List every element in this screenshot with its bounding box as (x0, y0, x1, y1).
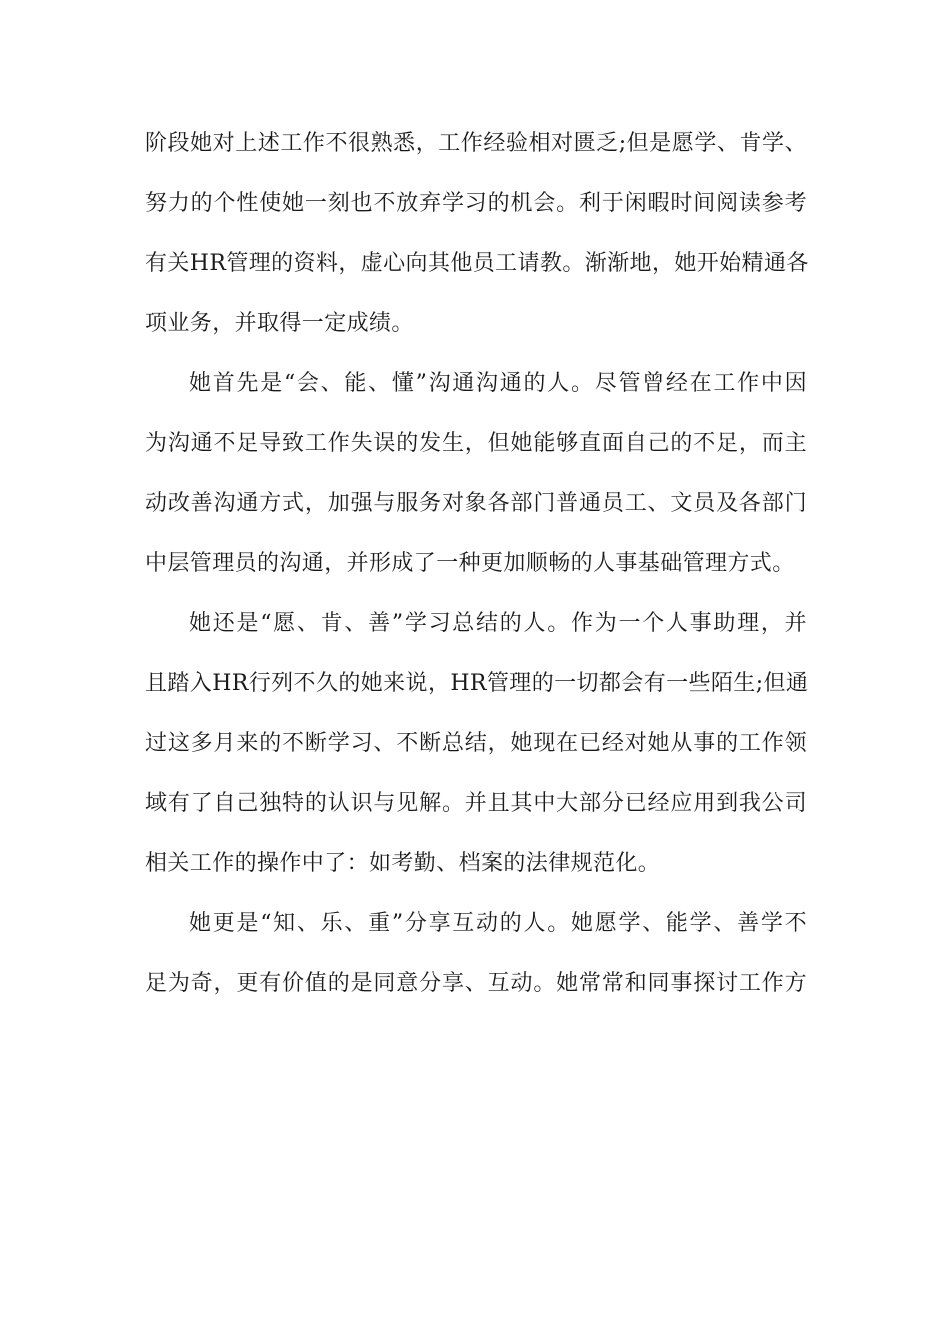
text-line: 足为奇，更有价值的是同意分享、互动。她常常和同事探讨工作方 (145, 971, 807, 996)
text-line: 动改善沟通方式，加强与服务对象各部门普通员工、文员及各部门 (145, 491, 807, 516)
text-line: 过这多月来的不断学习、不断总结，她现在已经对她从事的工作领 (145, 731, 807, 756)
text-line: 努力的个性使她一刻也不放弃学习的机会。利于闲暇时间阅读参考 (145, 191, 807, 216)
text-line: 阶段她对上述工作不很熟悉，工作经验相对匮乏;但是愿学、肯学、 (145, 131, 807, 156)
text-line: 中层管理员的沟通，并形成了一种更加顺畅的人事基础管理方式。 (145, 551, 795, 576)
text-line: 为沟通不足导致工作失误的发生，但她能够直面自己的不足，而主 (145, 431, 807, 456)
paragraph-first-line: 她更是“知、乐、重”分享互动的人。她愿学、能学、善学不 (189, 911, 807, 936)
text-line: 有关HR管理的资料，虚心向其他员工请教。渐渐地，她开始精通各 (145, 251, 809, 276)
text-line: 相关工作的操作中了：如考勤、档案的法律规范化。 (145, 851, 661, 876)
paragraph-first-line: 她首先是“会、能、懂”沟通沟通的人。尽管曾经在工作中因 (189, 371, 807, 396)
text-line: 且踏入HR行列不久的她来说，HR管理的一切都会有一些陌生;但通 (145, 671, 809, 696)
paragraph-first-line: 她还是“愿、肯、善”学习总结的人。作为一个人事助理，并 (189, 611, 807, 636)
text-line: 项业务，并取得一定成绩。 (145, 311, 414, 336)
document-body (145, 128, 807, 1028)
text-line: 域有了自己独特的认识与见解。并且其中大部分已经应用到我公司 (145, 791, 807, 816)
